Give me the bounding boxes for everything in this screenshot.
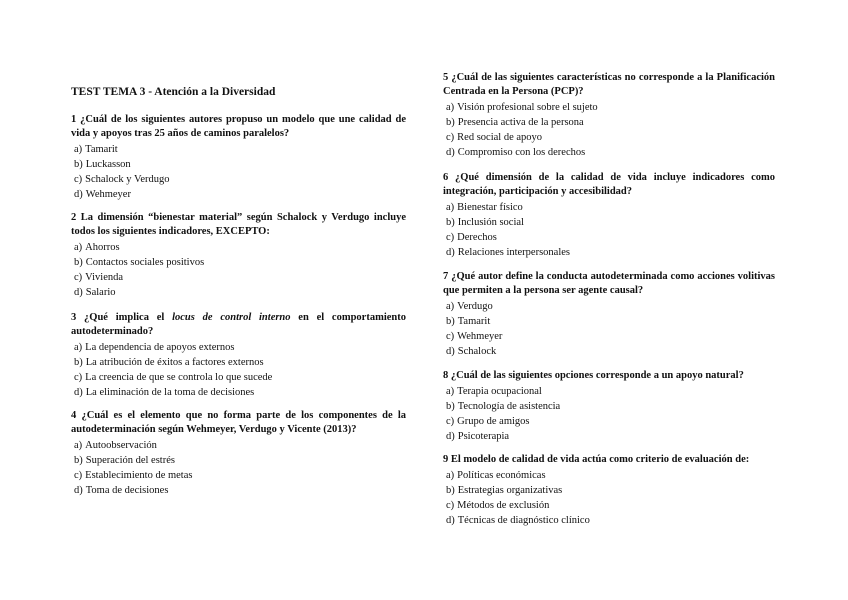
question-4	[71, 409, 406, 498]
question-7-text	[443, 270, 775, 298]
option-d[interactable]	[443, 245, 775, 260]
option-b[interactable]	[443, 115, 775, 130]
option-c[interactable]	[443, 414, 775, 429]
question-7	[443, 270, 775, 359]
option-letter: c)	[446, 500, 455, 511]
question-5-text	[443, 71, 775, 99]
option-text: Métodos de exclusión	[457, 500, 550, 511]
option-text: Políticas económicas	[457, 470, 546, 481]
question-2-text	[71, 211, 406, 239]
option-text: Derechos	[457, 232, 497, 243]
option-text: Grupo de amigos	[457, 416, 530, 427]
question-number: 3	[71, 312, 77, 323]
option-a[interactable]	[71, 142, 406, 157]
option-letter: a)	[446, 102, 455, 113]
question-prompt: ¿Qué dimensión de la calidad de vida incluye indicadores como integración, participación y accesibilidad?	[443, 172, 775, 197]
option-text: Psicoterapia	[457, 431, 510, 442]
option-text: La eliminación de la toma de decisiones	[85, 387, 255, 398]
option-text: Ahorros	[85, 242, 120, 253]
question-number: 2	[71, 212, 77, 223]
option-text: Compromiso con los derechos	[457, 147, 586, 158]
option-d[interactable]	[443, 429, 775, 444]
question-prompt: ¿Cuál de las siguientes características no corresponde a la Planificación Centrada en la Persona (PCP)?	[443, 72, 775, 97]
option-text: Schalock	[457, 346, 497, 357]
option-letter: c)	[74, 372, 83, 383]
option-letter: d)	[446, 247, 455, 258]
option-a[interactable]	[71, 340, 406, 355]
option-letter: c)	[446, 331, 455, 342]
question-prompt-emphasis: locus de control interno	[172, 312, 291, 323]
option-text: Establecimiento de metas	[85, 470, 193, 481]
question-6-text	[443, 171, 775, 199]
option-letter: b)	[446, 485, 455, 496]
option-text: Autoobservación	[85, 440, 157, 451]
option-c[interactable]	[71, 172, 406, 187]
option-text: Schalock y Verdugo	[85, 174, 170, 185]
question-6	[443, 171, 775, 260]
option-letter: a)	[446, 301, 455, 312]
option-letter: c)	[446, 232, 455, 243]
option-text: Luckasson	[85, 159, 131, 170]
option-letter: d)	[446, 515, 455, 526]
option-b[interactable]	[71, 453, 406, 468]
option-letter: d)	[74, 189, 83, 200]
option-letter: b)	[74, 159, 83, 170]
question-8	[443, 369, 775, 444]
option-letter: a)	[74, 144, 83, 155]
option-letter: a)	[74, 342, 83, 353]
option-text: La dependencia de apoyos externos	[85, 342, 235, 353]
question-prompt: El modelo de calidad de vida actúa como criterio de evaluación de:	[450, 454, 750, 465]
option-text: Verdugo	[457, 301, 493, 312]
option-text: Relaciones interpersonales	[457, 247, 570, 258]
option-c[interactable]	[443, 130, 775, 145]
question-3	[71, 311, 406, 400]
question-number: 1	[71, 114, 77, 125]
question-number: 9	[443, 454, 449, 465]
option-letter: b)	[74, 357, 83, 368]
option-b[interactable]	[443, 399, 775, 414]
option-letter: d)	[74, 485, 83, 496]
option-c[interactable]	[443, 498, 775, 513]
option-b[interactable]	[71, 255, 406, 270]
option-b[interactable]	[443, 215, 775, 230]
option-letter: b)	[74, 257, 83, 268]
option-a[interactable]	[443, 200, 775, 215]
option-c[interactable]	[71, 370, 406, 385]
option-b[interactable]	[443, 314, 775, 329]
question-1-text	[71, 113, 406, 141]
option-d[interactable]	[71, 385, 406, 400]
option-text: La creencia de que se controla lo que sucede	[85, 372, 273, 383]
question-2	[71, 211, 406, 300]
option-text: Toma de decisiones	[85, 485, 169, 496]
option-text: Tamarit	[85, 144, 118, 155]
question-9-text	[443, 453, 775, 467]
option-d[interactable]	[443, 145, 775, 160]
question-prompt: ¿Cuál es el elemento que no forma parte de los componentes de la autodeterminación según Wehmeyer, Verdugo y Vicente (2013)?	[71, 410, 407, 435]
option-b[interactable]	[71, 157, 406, 172]
option-letter: a)	[74, 242, 83, 253]
option-letter: d)	[74, 387, 83, 398]
option-c[interactable]	[71, 270, 406, 285]
question-3-text	[71, 311, 406, 339]
option-a[interactable]	[71, 240, 406, 255]
option-text: Wehmeyer	[457, 331, 503, 342]
option-c[interactable]	[443, 230, 775, 245]
option-text: Tecnología de asistencia	[457, 401, 561, 412]
option-letter: b)	[446, 117, 455, 128]
option-letter: c)	[446, 132, 455, 143]
option-c[interactable]	[443, 329, 775, 344]
option-letter: c)	[74, 470, 83, 481]
question-prompt-end: en el comportamiento autodeterminado?	[71, 312, 406, 337]
option-d[interactable]	[443, 513, 775, 528]
option-d[interactable]	[71, 187, 406, 202]
option-letter: d)	[74, 287, 83, 298]
option-b[interactable]	[443, 483, 775, 498]
question-number: 6	[443, 172, 449, 183]
option-text: Superación del estrés	[85, 455, 175, 466]
option-text: Presencia activa de la persona	[457, 117, 584, 128]
option-letter: b)	[446, 401, 455, 412]
option-letter: b)	[446, 316, 455, 327]
question-prompt: ¿Cuál de los siguientes autores propuso un modelo que une calidad de vida y apoyos tras 25 años de caminos paralelos?	[71, 114, 407, 139]
option-letter: c)	[74, 272, 83, 283]
option-a[interactable]	[71, 438, 406, 453]
option-c[interactable]	[71, 468, 406, 483]
option-a[interactable]	[443, 299, 775, 314]
question-5	[443, 71, 775, 160]
option-letter: a)	[446, 470, 455, 481]
option-text: Visión profesional sobre el sujeto	[457, 102, 598, 113]
question-number: 7	[443, 271, 449, 282]
question-prompt: ¿Qué autor define la conducta autodeterminada como acciones volitivas que permiten a la persona ser agente causal?	[443, 271, 775, 296]
option-text: Red social de apoyo	[457, 132, 543, 143]
option-d[interactable]	[71, 483, 406, 498]
option-letter: b)	[446, 217, 455, 228]
question-number: 4	[71, 410, 77, 421]
option-a[interactable]	[443, 468, 775, 483]
option-text: Tamarit	[457, 316, 491, 327]
question-number: 8	[443, 370, 449, 381]
option-d[interactable]	[443, 344, 775, 359]
option-letter: d)	[446, 147, 455, 158]
option-a[interactable]	[443, 100, 775, 115]
option-b[interactable]	[71, 355, 406, 370]
option-letter: c)	[446, 416, 455, 427]
option-letter: b)	[74, 455, 83, 466]
option-text: Salario	[85, 287, 116, 298]
question-8-text	[443, 369, 775, 383]
question-1	[71, 113, 406, 202]
question-4-text	[71, 409, 406, 437]
option-d[interactable]	[71, 285, 406, 300]
option-letter: a)	[446, 386, 455, 397]
option-letter: d)	[446, 346, 455, 357]
question-prompt: La dimensión “bienestar material” según Schalock y Verdugo incluye todos los siguientes indicadores, EXCEPTO:	[71, 212, 407, 237]
option-a[interactable]	[443, 384, 775, 399]
option-text: Inclusión social	[457, 217, 524, 228]
question-number: 5	[443, 72, 449, 83]
question-9	[443, 453, 775, 528]
option-letter: c)	[74, 174, 83, 185]
option-text: Contactos sociales positivos	[85, 257, 205, 268]
question-prompt: ¿Cuál de las siguientes opciones corresponde a un apoyo natural?	[450, 370, 744, 381]
page-title: TEST TEMA 3 - Atención a la Diversidad	[71, 86, 276, 98]
option-text: Técnicas de diagnóstico clínico	[457, 515, 590, 526]
option-letter: d)	[446, 431, 455, 442]
option-text: Wehmeyer	[85, 189, 131, 200]
option-text: Vivienda	[85, 272, 124, 283]
option-text: Bienestar físico	[457, 202, 523, 213]
option-letter: a)	[446, 202, 455, 213]
question-prompt-start: ¿Qué implica el	[84, 312, 173, 323]
option-letter: a)	[74, 440, 83, 451]
option-text: La atribución de éxitos a factores externos	[85, 357, 264, 368]
option-text: Terapia ocupacional	[457, 386, 542, 397]
option-text: Estrategias organizativas	[457, 485, 563, 496]
